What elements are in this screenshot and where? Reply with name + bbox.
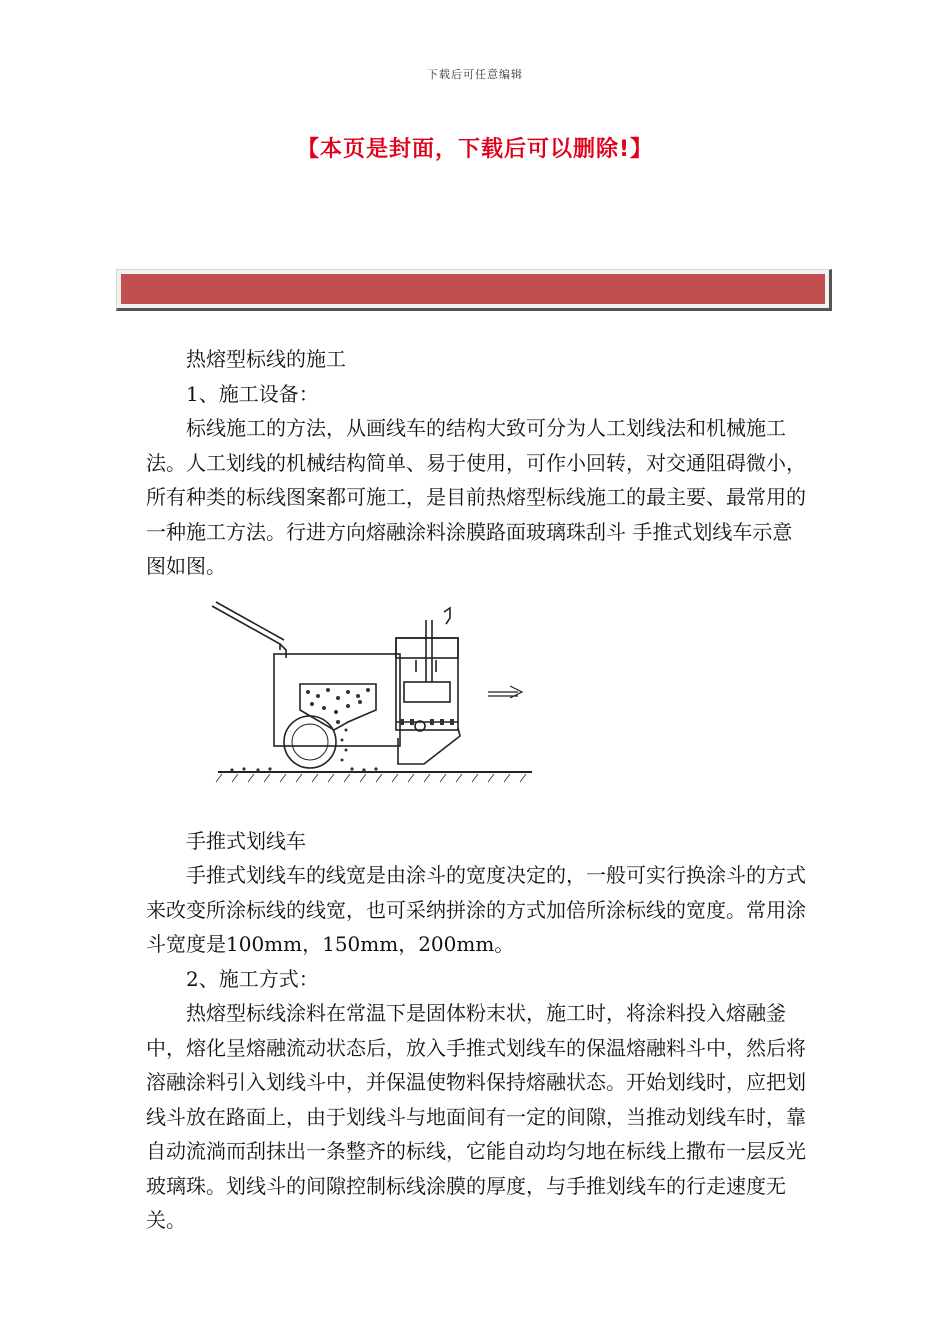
article-body [146,342,811,1238]
paragraph-line-width: 手推式划线车的线宽是由涂斗的宽度决定的，一般可实行换涂斗的方式来改变所涂标线的线宽，也可采纳拼涂的方式加倍所涂标线的宽度。常用涂斗宽度是100mm，150mm，200mm。 [146,863,806,956]
paragraph-procedure: 热熔型标线涂料在常温下是固体粉末状，施工时，将涂料投入熔融釜中，熔化呈熔融流动状态后，放入手推式划线车的保温熔融料斗中，然后将溶融涂料引入划线斗中，并保温使物料保持熔融状态。开始划线时，应把划线斗放在路面上，由于划线斗与地面间有一定的间隙，当推动划线车时，靠自动流淌而刮抹出一条整齐的标线，它能自动均匀地在标线上撒布一层反光玻璃珠。划线斗的间隙控制标线涂膜的厚度，与手推划线车的行走速度无关。 [146,1001,806,1232]
section-heading-equipment: 1、施工设备： [186,381,319,406]
section-heading-method: 2、施工方式： [186,966,319,991]
line-marking-cart-diagram [146,592,811,804]
page-header-note: 下载后可任意编辑 [427,68,523,81]
decorative-banner-frame [116,269,832,311]
cart-illustration [208,598,538,790]
decorative-banner-bar [121,274,825,304]
paragraph-methods: 标线施工的方法，从画线车的结构大致可分为人工划线法和机械施工法。人工划线的机械结构简单、易于使用，可作小回转，对交通阻碍微小，所有种类的标线图案都可施工，是目前热熔型标线施工的最主要、最常用的一种施工方法。行进方向熔融涂料涂膜路面玻璃珠刮斗 手推式划线车示意图如图。 [146,416,806,578]
cover-notice: 【本页是封面，下载后可以删除!】 [296,137,654,162]
figure-caption: 手推式划线车 [186,828,306,853]
article-title: 热熔型标线的施工 [186,347,346,371]
